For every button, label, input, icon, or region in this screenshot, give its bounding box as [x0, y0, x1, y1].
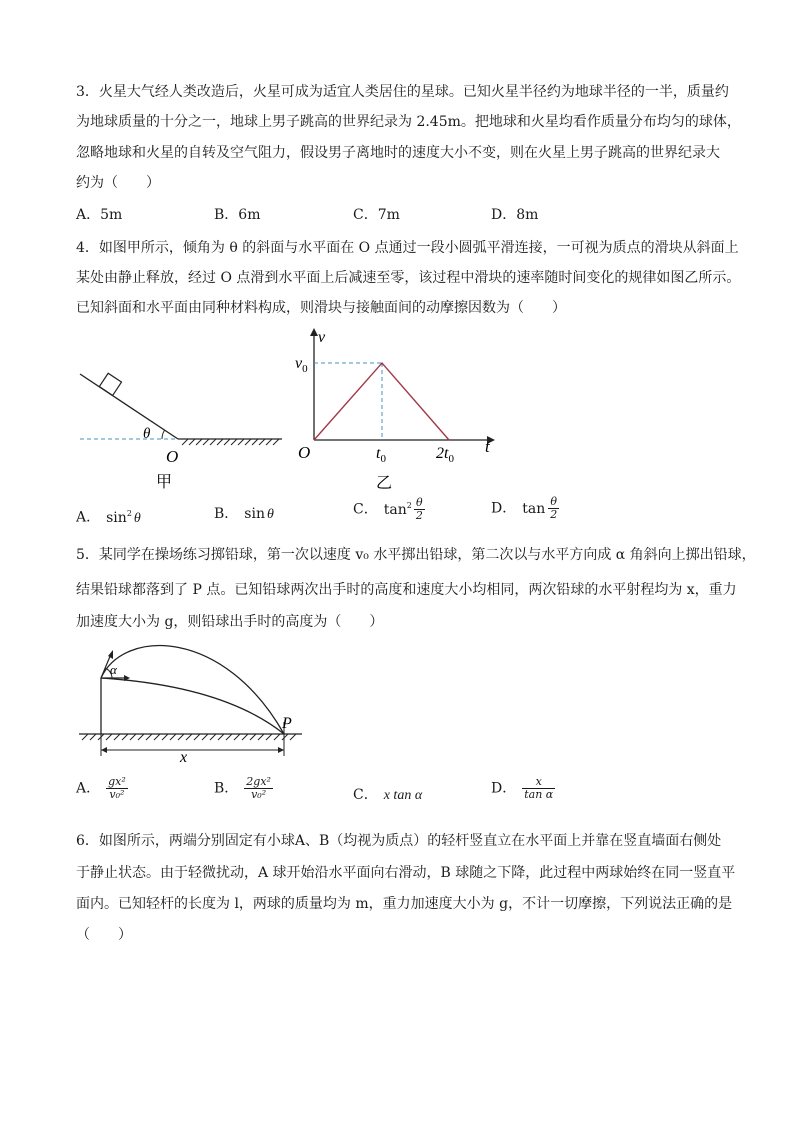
fig-jia-caption: 甲: [156, 474, 173, 490]
q3-line-2: 为地球质量的十分之一，地球上男子跳高的世界纪录为 2.45m。把地球和火星均看作质量分布均匀的球体，: [76, 114, 741, 130]
fig-jia-angle-label: θ: [143, 426, 151, 442]
q3-line-4: 约为（ ）: [76, 175, 160, 191]
q5-line-3: 加速度大小为 g，则铅球出手时的高度为（ ）: [76, 614, 384, 630]
q6-line-3: 面内。已知轻杆的长度为 l，两球的质量均为 m，重力加速度大小为 g，不计一切摩擦，下列说法正确的是: [76, 896, 733, 912]
q4-line-3: 已知斜面和水平面由同种材料构成，则滑块与接触面间的动摩擦因数为（ ）: [76, 300, 566, 316]
q3-option-b[interactable]: B．6m: [214, 207, 261, 223]
q5-option-d-fraction: $\frac{x}{\text{tan α}}$: [524, 775, 554, 801]
q4-option-c-fraction: $\frac{\theta}{2}$: [415, 496, 423, 523]
q3-line-3: 忽略地球和火星的自转及空气阻力，假设男子离地时的速度大小不变，则在火星上男子跳高的世界纪录大: [76, 145, 720, 161]
q4-option-c-exp: 2: [406, 501, 412, 510]
fig-yi-caption: 乙: [376, 475, 393, 492]
figure-yi-vt-graph: [292, 322, 504, 492]
q4-line-2: 某处由静止释放，经过 O 点滑到水平面上后减速至零，该过程中滑块的速率随时间变化的规律如图乙所示。: [76, 270, 741, 286]
q6-line-2: 于静止状态。由于轻微扰动，A 球开始沿水平面向右滑动，B 球随之下降，此过程中两球始终在同一竖直平: [76, 865, 736, 881]
fig-jia-point-o: O: [166, 447, 179, 466]
q3-option-d[interactable]: D．8m: [491, 207, 539, 223]
figure-shot-put-trajectory: [74, 636, 314, 766]
fig-angle-alpha: α: [110, 662, 117, 677]
q5-option-d[interactable]: [491, 776, 555, 801]
q4-option-c-fn: tan: [383, 501, 407, 518]
q3-line-1: 3．火星大气经人类改造后，火星可成为适宜人类居住的星球。已知火星半径约为地球半径的一半，质量约: [76, 84, 729, 100]
fig-distance-x: x: [180, 749, 188, 766]
q4-option-c[interactable]: [353, 496, 425, 522]
q3-option-c[interactable]: C．7m: [353, 207, 400, 223]
q4-option-d-fraction: $\frac{\theta}{2}$: [550, 495, 558, 521]
q4-option-a-label: A．: [76, 509, 101, 526]
fig-yi-t-axis-label: t: [485, 437, 490, 456]
q4-option-d[interactable]: [491, 496, 559, 521]
q5-line-2: 结果铅球都落到了 P 点。已知铅球两次出手时的高度和速度大小均相同，两次铅球的水平射程均为 x，重力: [76, 582, 737, 598]
q4-option-b-var: θ: [266, 507, 274, 522]
q5-option-a-fraction: $\frac{\text{gx²}}{\text{v₀²}}$: [108, 775, 126, 801]
fig-yi-2t0-label: $2t_0$: [436, 445, 454, 465]
q5-line-1: 5．某同学在操场练习掷铅球，第一次以速度 v₀ 水平掷出铅球，第二次以与水平方向成 α 角斜向上掷出铅球，: [76, 547, 756, 563]
q5-option-b-label: B．: [214, 780, 239, 797]
q5-option-d-label: D．: [491, 780, 517, 797]
q5-option-c-label: C．: [353, 787, 378, 803]
q3-option-a[interactable]: A．5m: [76, 207, 123, 223]
q4-option-a[interactable]: [76, 504, 141, 529]
q4-option-a-var: θ: [133, 510, 141, 526]
q4-line-1: 4．如图甲所示，倾角为 θ 的斜面与水平面在 O 点通过一段小圆弧平滑连接，一可视为质点的滑块从斜面上: [76, 240, 739, 256]
q5-option-b[interactable]: [214, 776, 273, 801]
q4-option-b[interactable]: [214, 504, 274, 525]
q4-option-d-fn: tan: [522, 500, 546, 517]
q6-line-1: 6．如图所示，两端分别固定有小球A、B（均视为质点）的轻杆竖直立在水平面上并靠在竖直墙面右侧处: [76, 833, 722, 849]
figure-jia-incline: [70, 350, 290, 490]
fig-yi-v-axis-label: v: [318, 329, 326, 346]
q4-option-b-fn: sin: [244, 506, 265, 522]
q4-option-d-label: D．: [491, 500, 517, 517]
fig-yi-origin: O: [298, 443, 311, 462]
q4-option-a-exp: 2: [126, 509, 132, 518]
fig-yi-t0-label: $t_0$: [376, 445, 386, 465]
q4-option-c-label: C．: [353, 501, 378, 518]
q5-option-b-fraction: $\frac{\text{2gx²}}{\text{v₀²}}$: [246, 775, 271, 801]
q5-option-a-label: A．: [76, 780, 101, 797]
q5-option-c-text: x tan α: [383, 788, 423, 803]
q5-option-c[interactable]: [353, 785, 422, 806]
fig-yi-v0-label: $v_0$: [295, 355, 308, 375]
q6-line-4: （ ）: [76, 927, 132, 943]
q5-option-a[interactable]: [76, 776, 128, 801]
q4-option-a-fn: sin: [106, 509, 127, 526]
q4-option-b-label: B．: [214, 506, 239, 522]
fig-point-p: P: [282, 715, 292, 732]
